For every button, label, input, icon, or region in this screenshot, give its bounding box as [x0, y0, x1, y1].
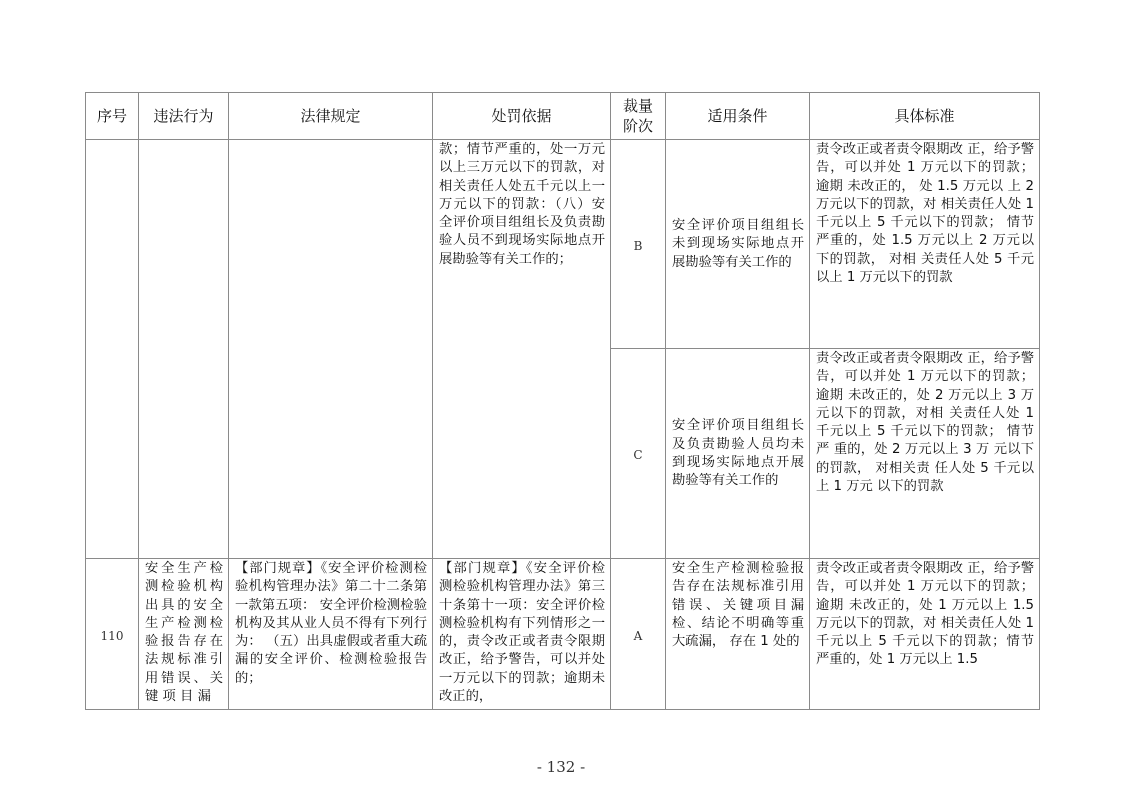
row109-law-cell — [229, 140, 433, 559]
row110-standard-cell — [810, 559, 1040, 710]
table-row — [86, 559, 1040, 710]
legal-provision-text: 【部门规章】《安全评价检测检验机构管理办法》第二十二条第一款第五项： 安全评价检测检验机构及其从业人员不得有下列行为： （五）出具虚假或者重大疏漏的安全评价、检测检验报告的； — [235, 561, 427, 686]
level-label: A — [633, 628, 643, 643]
row110-level-cell — [611, 559, 666, 710]
row109-condition-b-cell — [666, 140, 810, 349]
table-row — [86, 140, 1040, 349]
row109-basis-cell — [433, 140, 611, 559]
condition-text: 安全评价项目组组长未到现场实际地点开展勘验等有关工作的 — [672, 218, 804, 270]
row109-seq-cell — [86, 140, 139, 559]
row110-violation-cell — [139, 559, 229, 710]
row110-basis-cell — [433, 559, 611, 710]
row110-law-cell — [229, 559, 433, 710]
header-standard: 具体标准 — [810, 93, 1040, 140]
page-number: - 132 - — [536, 758, 586, 776]
header-legal-provision: 法律规定 — [229, 93, 433, 140]
row109-level-c-cell — [611, 349, 666, 559]
header-discretion-level-text: 裁量阶次 — [622, 97, 653, 135]
row109-condition-c-cell — [666, 349, 810, 559]
row109-standard-c-cell — [810, 349, 1040, 559]
header-row — [86, 93, 1040, 140]
row109-standard-b-cell — [810, 140, 1040, 349]
row110-condition-cell — [666, 559, 810, 710]
row110-seq-cell — [86, 559, 139, 710]
row109-basis-text: 款；情节严重的，处一万元以上三万元以下的罚款，对相关责任人处五千元以上一万元以下的罚款：（八）安全评价项目组组长及负责勘验人员不到现场实际地点开展勘验等有关工作的； — [439, 142, 605, 267]
condition-text: 安全生产检测检验报告存在法规标准引用错误、关键项目漏检、结论不明确等重大疏漏， 存在 1 处的 — [672, 561, 804, 650]
header-penalty-basis: 处罚依据 — [433, 93, 611, 140]
header-violation: 违法行为 — [139, 93, 229, 140]
violation-text: 安全生产检测检验机构出具的安全生产检测检验报告存在法规标准引用错误、关键 项 目 漏 — [145, 561, 223, 705]
penalty-standards-table — [85, 92, 1040, 710]
level-label: C — [633, 448, 643, 462]
penalty-basis-text: 【部门规章】《安全评价检测检验机构管理办法》第三十条第十一项：安全评价检测检验机构有下列情形之一的，责令改正或者责令限期改正，给予警告，可以并处一万元以下的罚款；逾期未改正的， — [439, 561, 605, 705]
header-seq: 序号 — [86, 93, 139, 140]
condition-text: 安全评价项目组组长及负责勘验人员均未到现场实际地点开展勘验等有关工作的 — [672, 418, 804, 489]
row109-level-b-cell — [611, 140, 666, 349]
header-condition: 适用条件 — [666, 93, 810, 140]
standard-text: 责令改正或者责令限期改 正，给予警告，可以并处 1 万元以下的罚款； 逾期 未改正的，处 2 万元以上 3 万元以下的罚款，对相 关责任人处 1 千元以上 5 千元以下的罚款； 情节严 重的，处 2 万元以上 3 万 元以下的罚款， 对相关责 任人处 5 千元以上 1 万元 以下的罚款 — [816, 351, 1034, 495]
level-label: B — [633, 238, 643, 253]
standard-text: 责令改正或者责令限期改 正，给予警告，可以并处 1 万元以下的罚款； 逾期 未改正的， 处 1.5 万元以 上 2 万元以下的罚款，对 相关责任人处 1 千元以上 5 千元以下的罚款； 情节 严重的，处 1.5 万元以上 2 万元以下的罚款， 对相 关责任人处 5 千元以上 1 万元以下的罚款 — [816, 142, 1034, 286]
header-discretion-level — [611, 93, 666, 140]
standard-text: 责令改正或者责令限期改 正，给予警告，可以并处 1 万元以下的罚款； 逾期 未改正的，处 1 万元以上 1.5 万元以下的罚款，对 相关责任人处 1 千元以上 5 千元以下的罚款；情节 严重的，处 1 万元以上 1.5 — [816, 561, 1034, 668]
row-number: 110 — [100, 628, 124, 643]
row109-violation-cell — [139, 140, 229, 559]
